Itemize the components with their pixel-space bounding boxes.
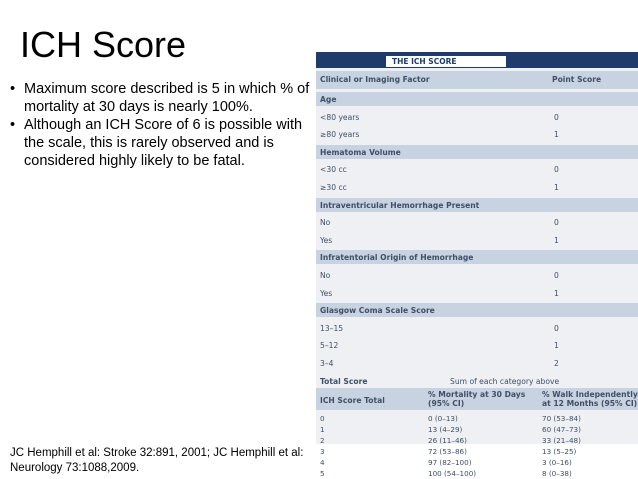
outcome-col2-line2: (95% CI) xyxy=(428,399,465,408)
factor-row xyxy=(316,338,638,352)
factor-label: Yes xyxy=(320,288,333,298)
factor-points: 1 xyxy=(554,341,559,351)
factor-points: 1 xyxy=(554,235,559,245)
table-column-header xyxy=(316,71,638,89)
column-points: Point Score xyxy=(552,75,602,84)
outcome-score: 0 xyxy=(320,414,325,423)
factor-points: 1 xyxy=(554,130,559,140)
outcome-score: 3 xyxy=(320,446,325,456)
factor-label: 3–4 xyxy=(320,359,334,368)
factor-label: 13–15 xyxy=(320,323,344,333)
factor-row xyxy=(316,268,638,282)
factor-points: 0 xyxy=(554,218,559,228)
factor-row xyxy=(316,110,638,124)
outcome-col3-line2: at 12 Months (95% CI) xyxy=(542,399,638,408)
outcome-row xyxy=(316,424,638,434)
factor-label: 5–12 xyxy=(320,341,339,351)
outcome-col3-line1: % Walk Independently xyxy=(542,390,638,399)
factor-label: No xyxy=(320,271,331,280)
outcome-mortality: 0 (0–13) xyxy=(428,414,458,423)
factor-label: <30 cc xyxy=(320,165,347,175)
factor-label: ≥30 cc xyxy=(320,183,347,192)
factor-label: Infratentorial Origin of Hemorrhage xyxy=(320,253,474,263)
column-factor: Clinical or Imaging Factor xyxy=(320,75,430,84)
factor-label: No xyxy=(320,218,331,228)
bullet-item: • Although an ICH Score of 6 is possible with the scale, this is rarely observed and is considered highly likely to be fatal. xyxy=(8,116,318,170)
factor-label: Yes xyxy=(320,235,333,245)
factor-row xyxy=(316,286,638,300)
factor-row xyxy=(316,180,638,194)
outcome-row xyxy=(316,413,638,423)
outcome-walk: 8 (0–38) xyxy=(542,468,572,478)
factor-points: 0 xyxy=(554,112,559,122)
factor-section-row xyxy=(316,198,638,212)
outcome-col1: ICH Score Total xyxy=(320,396,385,405)
total-label: Total Score xyxy=(320,377,368,386)
factor-points: 2 xyxy=(554,359,559,368)
factor-row xyxy=(316,356,638,370)
outcome-walk: 60 (47–73) xyxy=(542,424,581,434)
table-title: THE ICH SCORE xyxy=(386,56,506,67)
citation: JC Hemphill et al: Stroke 32:891, 2001; JC Hemphill et al: Neurology 73:1088,2009. xyxy=(10,447,304,474)
total-value: Sum of each category above xyxy=(450,377,560,386)
factor-points: 1 xyxy=(554,288,559,298)
factor-row xyxy=(316,215,638,229)
outcome-walk: 13 (5–25) xyxy=(542,446,577,456)
bullet-item: • Maximum score described is 5 in which % of mortality at 30 days is nearly 100%. xyxy=(8,80,318,116)
factor-label: Age xyxy=(320,95,337,104)
factor-points: 0 xyxy=(554,165,559,175)
factor-points: 0 xyxy=(554,323,559,333)
factor-row xyxy=(316,162,638,176)
outcome-score: 5 xyxy=(320,468,325,478)
factor-section-row xyxy=(316,145,638,159)
bullet-list xyxy=(8,80,318,170)
factor-label: Hematoma Volume xyxy=(320,147,401,157)
outcome-col2-line1: % Mortality at 30 Days xyxy=(428,390,526,399)
outcome-score: 2 xyxy=(320,435,325,445)
factor-points: 0 xyxy=(554,271,559,280)
outcome-mortality: 97 (82–100) xyxy=(428,457,472,467)
outcome-mortality: 26 (11–46) xyxy=(428,435,467,445)
factor-label: Intraventricular Hemorrhage Present xyxy=(320,200,480,210)
total-row xyxy=(316,374,638,388)
factor-points: 1 xyxy=(554,183,559,192)
outcome-score: 4 xyxy=(320,457,325,467)
slide-title: ICH Score xyxy=(20,24,187,65)
factor-label: Glasgow Coma Scale Score xyxy=(320,306,435,316)
outcome-row xyxy=(316,457,638,467)
factor-row xyxy=(316,233,638,247)
factor-row xyxy=(316,321,638,335)
outcome-row xyxy=(316,446,638,456)
factor-label: ≥80 years xyxy=(320,130,360,140)
outcome-row xyxy=(316,435,638,445)
outcome-mortality: 100 (54–100) xyxy=(428,468,477,478)
outcome-mortality: 72 (53–86) xyxy=(428,446,467,456)
outcome-header xyxy=(316,388,638,410)
factor-label: <80 years xyxy=(320,112,360,122)
factor-section-row xyxy=(316,250,638,264)
ich-score-table-image xyxy=(316,52,638,478)
outcome-score: 1 xyxy=(320,424,325,434)
outcome-walk: 3 (0–16) xyxy=(542,457,572,467)
outcome-walk: 70 (53–84) xyxy=(542,414,581,423)
outcome-mortality: 13 (4–29) xyxy=(428,424,463,434)
outcome-walk: 33 (21–48) xyxy=(542,435,581,445)
outcome-row xyxy=(316,468,638,478)
factor-section-row xyxy=(316,92,638,106)
factor-section-row xyxy=(316,303,638,317)
factor-row xyxy=(316,127,638,141)
